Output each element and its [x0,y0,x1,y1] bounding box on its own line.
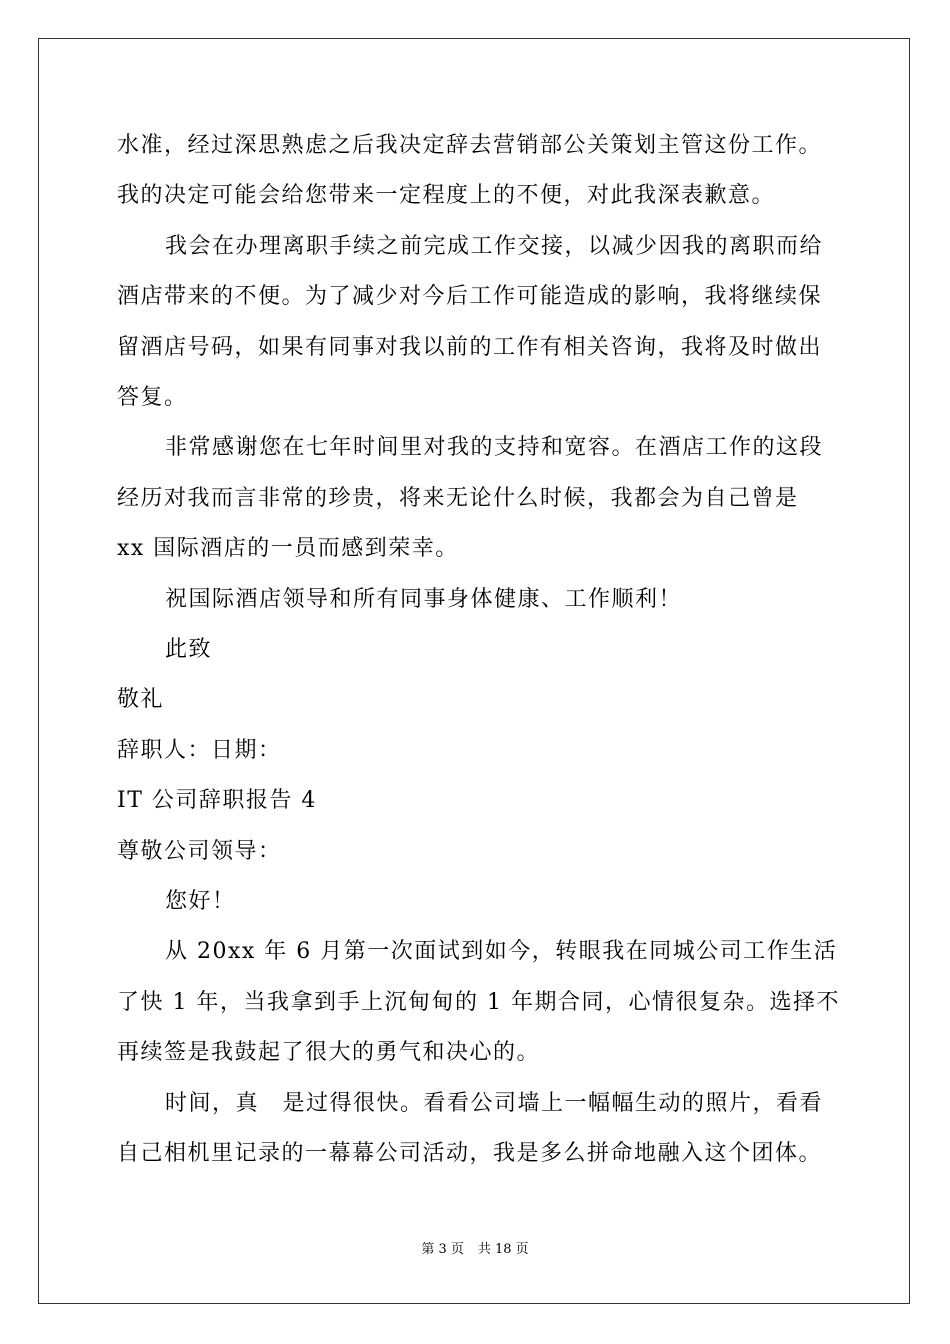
text-line: 留酒店号码，如果有同事对我以前的工作有相关咨询，我将及时做出 [117,335,823,360]
text-line: 再续签是我鼓起了很大的勇气和决心的。 [117,1040,541,1065]
section-heading: IT 公司辞职报告 4 [117,788,317,813]
text-line: 自己相机里记录的一幕幕公司活动，我是多么拼命地融入这个团体。 [117,1141,823,1166]
text-line: 敬礼 [117,687,165,712]
text-line: 酒店带来的不便。为了减少对今后工作可能造成的影响，我将继续保 [117,284,823,309]
text-line: 了快 1 年，当我拿到手上沉甸甸的 1 年期合同，心情很复杂。选择不 [117,990,840,1015]
text-line: 经历对我而言非常的珍贵，将来无论什么时候，我都会为自己曾是 [117,486,799,511]
text-line: 从 20xx 年 6 月第一次面试到如今，转眼我在同城公司工作生活 [165,939,838,964]
text-line: 水准，经过深思熟虑之后我决定辞去营销部公关策划主管这份工作。 [117,133,823,158]
page-footer [0,1240,950,1260]
text-line: 答复。 [117,385,188,410]
page-number: 第 3 页 [421,1242,464,1257]
text-line: 此致 [165,637,213,662]
page-total: 共 18 页 [477,1242,529,1257]
text-line: 您好！ [165,889,236,914]
text-line: 祝国际酒店领导和所有同事身体健康、工作顺利！ [165,587,683,612]
text-line: 非常感谢您在七年时间里对我的支持和宽容。在酒店工作的这段 [165,435,824,460]
text-line: 尊敬公司领导： [117,839,282,864]
text-line: 我的决定可能会给您带来一定程度上的不便，对此我深表歉意。 [117,183,776,208]
text-line: xx 国际酒店的一员而感到荣幸。 [117,536,459,561]
text-line: 辞职人：日期： [117,738,282,763]
text-line: 我会在办理离职手续之前完成工作交接，以减少因我的离职而给 [165,234,824,259]
text-line: 时间，真 是过得很快。看看公司墙上一幅幅生动的照片，看看 [165,1091,824,1116]
